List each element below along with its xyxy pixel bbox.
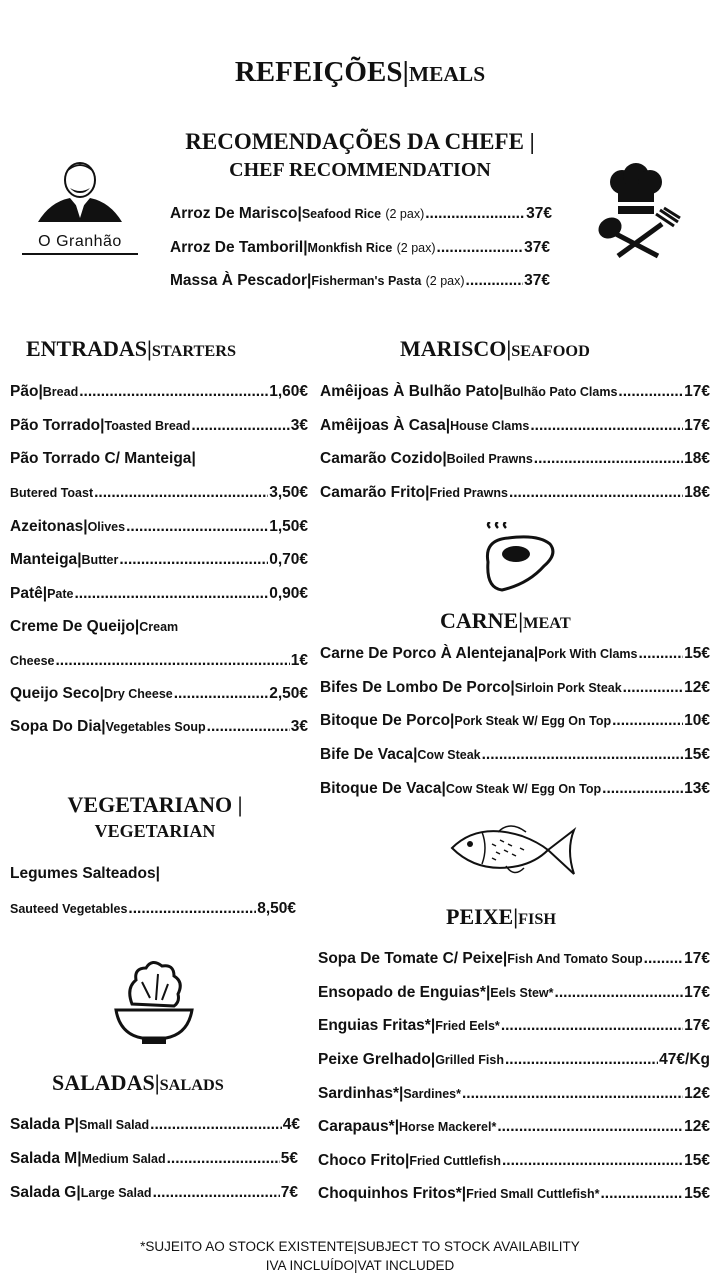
item-name: Salada P: [10, 1116, 75, 1133]
item-price: 17€: [684, 1017, 710, 1034]
item-english: Cream: [139, 620, 179, 634]
chef-logo-icon: [20, 158, 140, 230]
menu-item: Amêijoas À Bulhão Pato | Bulhão Pato Clams ..... 17€: [320, 383, 710, 405]
title-sep: |: [402, 56, 409, 88]
item-english: Eels Stew*: [490, 986, 554, 1000]
item-price: 47€/Kg: [659, 1051, 710, 1068]
item-price: 12€: [684, 1085, 710, 1102]
item-price: 37€: [524, 272, 550, 289]
menu-item: Queijo Seco | Dry Cheese ..... 2,50€: [10, 685, 308, 707]
menu-item-continuation: [10, 900, 296, 922]
item-name: Ensopado de Enguias*: [318, 984, 486, 1001]
item-name: Camarão Cozido: [320, 450, 443, 467]
menu-item-continuation: [10, 652, 308, 674]
section-title-main: PEIXE: [446, 904, 514, 929]
chef-hat-utensils-icon: [590, 162, 682, 265]
item-name: Enguias Fritas*: [318, 1017, 431, 1034]
section-title-meat: CARNE|MEAT: [440, 608, 571, 633]
item-english: Pork With Clams: [538, 647, 638, 661]
item-name: Carne De Porco À Alentejana: [320, 645, 534, 662]
item-name: Massa À Pescador: [170, 272, 307, 289]
section-title-seafood: MARISCO|SEAFOOD: [400, 336, 590, 361]
menu-item: Salada M | Medium Salad ..... 5€: [10, 1150, 298, 1172]
item-english: Boiled Prawns: [446, 452, 533, 466]
item-english: Grilled Fish: [435, 1053, 504, 1067]
item-price: 15€: [684, 746, 710, 763]
salad-bowl-icon: [112, 958, 196, 1051]
item-price: 13€: [684, 780, 710, 797]
item-english: Small Salad: [78, 1118, 150, 1132]
item-english: Fish And Tomato Soup: [507, 952, 643, 966]
section-title-salads: SALADAS|SALADS: [52, 1070, 224, 1095]
item-name: Bitoque De Porco: [320, 712, 451, 729]
item-name: Bitoque De Vaca: [320, 780, 442, 797]
item-price: 1€: [290, 652, 308, 669]
section-title-main: CARNE: [440, 608, 519, 633]
item-name: Bife De Vaca: [320, 746, 414, 763]
item-name: Amêijoas À Casa: [320, 417, 446, 434]
item-price: 15€: [684, 645, 710, 662]
item-name: Azeitonas: [10, 518, 84, 535]
item-english: Large Salad: [80, 1186, 152, 1200]
item-english: Cow Steak W/ Egg On Top: [445, 782, 602, 796]
item-price: 37€: [526, 205, 552, 222]
item-name: Sopa Do Dia: [10, 718, 102, 735]
item-english: Pork Steak W/ Egg On Top: [454, 714, 612, 728]
item-english: Fried Prawns: [429, 486, 508, 500]
menu-item: Salada G | Large Salad ..... 7€: [10, 1184, 298, 1206]
menu-item: Enguias Fritas* | Fried Eels* ..... 17€: [318, 1017, 710, 1039]
item-price: 2,50€: [269, 685, 308, 702]
item-name: Choco Frito: [318, 1152, 405, 1169]
item-price: 12€: [684, 1118, 710, 1135]
menu-item: Amêijoas À Casa | House Clams ..... 17€: [320, 417, 710, 439]
menu-item: Sardinhas* | Sardines* ..... 12€: [318, 1085, 710, 1107]
item-name: Salada G: [10, 1184, 77, 1201]
footer-note: [0, 1237, 720, 1275]
logo-text: O Granhão: [38, 233, 122, 250]
section-title-sub: VEGETARIAN: [94, 821, 216, 841]
steak-icon: [478, 522, 558, 599]
item-name: Creme De Queijo: [10, 618, 135, 635]
item-english: Monkfish Rice: [307, 241, 393, 255]
item-price: 4€: [282, 1116, 300, 1133]
item-price: 17€: [684, 984, 710, 1001]
item-english: Medium Salad: [81, 1152, 166, 1166]
item-name: Camarão Frito: [320, 484, 426, 501]
menu-item: Camarão Frito | Fried Prawns ..... 18€: [320, 484, 710, 506]
page-title: [0, 56, 720, 89]
item-english: Cheese: [10, 654, 55, 668]
menu-item: Ensopado de Enguias* | Eels Stew* ..... 17€: [318, 984, 710, 1006]
item-name: Arroz De Tamboril: [170, 239, 304, 256]
item-price: 10€: [684, 712, 710, 729]
item-english: Olives: [87, 520, 126, 534]
item-name: Amêijoas À Bulhão Pato: [320, 383, 500, 400]
chef-recommendation-heading: [150, 128, 570, 184]
menu-item: Creme De Queijo | Cream: [10, 618, 179, 635]
menu-item: Patê | Pate ..... 0,90€: [10, 585, 308, 607]
menu-item: Pão | Bread ..... 1,60€: [10, 383, 308, 405]
item-name: Arroz De Marisco: [170, 205, 298, 222]
item-name: Patê: [10, 585, 43, 602]
section-title-fish: PEIXE|FISH: [446, 904, 557, 929]
chef-heading-line2: CHEF RECOMMENDATION: [229, 159, 491, 181]
chef-heading-line1: RECOMENDAÇÕES DA CHEFE |: [185, 129, 535, 154]
section-title-main: MARISCO: [400, 336, 507, 361]
section-title-vegetarian: [20, 792, 290, 844]
item-english: Dry Cheese: [103, 687, 173, 701]
item-pax: (2 pax): [385, 207, 425, 221]
item-english: Sardines*: [403, 1087, 461, 1101]
menu-item-continuation: [10, 484, 308, 506]
item-english: Butter: [81, 553, 119, 567]
menu-item: Bitoque De Vaca | Cow Steak W/ Egg On Top ..... 13€: [320, 780, 710, 802]
menu-item: Bifes De Lombo De Porco | Sirloin Pork Steak ..... 12€: [320, 679, 710, 701]
section-title-main: VEGETARIANO |: [67, 792, 243, 817]
item-name: Queijo Seco: [10, 685, 100, 702]
item-name: Bifes De Lombo De Porco: [320, 679, 511, 696]
item-english: Sirloin Pork Steak: [514, 681, 622, 695]
menu-item: Bitoque De Porco | Pork Steak W/ Egg On Top ..... 10€: [320, 712, 710, 734]
item-english: Pate: [47, 587, 74, 601]
menu-item: Camarão Cozido | Boiled Prawns ..... 18€: [320, 450, 710, 472]
item-name: Pão: [10, 383, 39, 400]
item-english: Fried Small Cuttlefish*: [466, 1187, 600, 1201]
menu-item: Choco Frito | Fried Cuttlefish ..... 15€: [318, 1152, 710, 1174]
item-price: 15€: [684, 1152, 710, 1169]
menu-item: Arroz De Marisco | Seafood Rice (2 pax) ..... 37€: [170, 205, 552, 227]
item-name: Carapaus*: [318, 1118, 395, 1135]
section-title-sub: MEAT: [523, 613, 571, 632]
item-price: 18€: [684, 450, 710, 467]
item-price: 3€: [290, 417, 308, 434]
logo-underline: [22, 253, 138, 255]
item-english: Sauteed Vegetables: [10, 902, 128, 916]
menu-item: Azeitonas | Olives ..... 1,50€: [10, 518, 308, 540]
item-name: Peixe Grelhado: [318, 1051, 431, 1068]
item-price: 17€: [684, 417, 710, 434]
menu-item: Arroz De Tamboril | Monkfish Rice (2 pax) ..... 37€: [170, 239, 550, 261]
item-english: Fried Cuttlefish: [409, 1154, 501, 1168]
item-price: 3€: [290, 718, 308, 735]
item-price: 1,50€: [269, 518, 308, 535]
item-price: 37€: [524, 239, 550, 256]
item-english: Bulhão Pato Clams: [503, 385, 618, 399]
section-title-main: SALADAS: [52, 1070, 155, 1095]
item-price: 5€: [280, 1150, 298, 1167]
item-english: House Clams: [450, 419, 530, 433]
item-english: Toasted Bread: [104, 419, 191, 433]
section-title-starters: ENTRADAS|STARTERS: [26, 336, 236, 361]
item-price: 3,50€: [269, 484, 308, 501]
item-price: 17€: [684, 383, 710, 400]
section-title-sub: SEAFOOD: [511, 341, 590, 360]
menu-item: Carapaus* | Horse Mackerel* ..... 12€: [318, 1118, 710, 1140]
item-english: Seafood Rice: [301, 207, 382, 221]
item-price: 18€: [684, 484, 710, 501]
item-price: 17€: [684, 950, 710, 967]
menu-item: Choquinhos Fritos* | Fried Small Cuttlefish* ..... 15€: [318, 1185, 710, 1207]
item-english: Butered Toast: [10, 486, 94, 500]
menu-item: Salada P | Small Salad ..... 4€: [10, 1116, 300, 1138]
title-sub: MEALS: [408, 62, 486, 86]
item-price: 8,50€: [257, 900, 296, 917]
item-name: Legumes Salteados: [10, 865, 156, 882]
menu-item: Legumes Salteados |: [10, 865, 160, 882]
item-english: Horse Mackerel*: [399, 1120, 497, 1134]
menu-item: Pão Torrado C/ Manteiga |: [10, 450, 196, 467]
item-name: Sopa De Tomate C/ Peixe: [318, 950, 503, 967]
item-pax: (2 pax): [425, 274, 465, 288]
menu-item: Pão Torrado | Toasted Bread ..... 3€: [10, 417, 308, 439]
item-price: 1,60€: [269, 383, 308, 400]
item-price: 15€: [684, 1185, 710, 1202]
footer-stock-note: *SUJEITO AO STOCK EXISTENTE|SUBJECT TO STOCK AVAILABILITY: [140, 1239, 580, 1254]
item-name: Manteiga: [10, 551, 78, 568]
section-title-sub: SALADS: [159, 1075, 224, 1094]
item-name: Sardinhas*: [318, 1085, 399, 1102]
footer-vat-note: IVA INCLUÍDO|VAT INCLUDED: [265, 1258, 455, 1273]
item-name: Pão Torrado: [10, 417, 101, 434]
item-name: Salada M: [10, 1150, 78, 1167]
item-english: Vegetables Soup: [105, 720, 206, 734]
restaurant-logo: [20, 158, 140, 250]
section-title-sub: FISH: [518, 909, 557, 928]
item-price: 7€: [280, 1184, 298, 1201]
item-english: Cow Steak: [417, 748, 481, 762]
menu-item: Sopa De Tomate C/ Peixe | Fish And Tomato Soup ..... 17€: [318, 950, 710, 972]
item-english: Bread: [42, 385, 79, 399]
section-title-main: ENTRADAS: [26, 336, 148, 361]
item-english: Fried Eels*: [435, 1019, 500, 1033]
menu-item: Peixe Grelhado | Grilled Fish ..... 47€/Kg: [318, 1051, 710, 1073]
fish-icon: [448, 818, 578, 887]
item-price: 12€: [684, 679, 710, 696]
item-english: Fisherman's Pasta: [311, 274, 422, 288]
item-name: Pão Torrado C/ Manteiga: [10, 450, 192, 467]
section-title-sub: STARTERS: [151, 341, 236, 360]
menu-item: Bife De Vaca | Cow Steak ..... 15€: [320, 746, 710, 768]
title-main: REFEIÇÕES: [234, 56, 403, 88]
menu-item: Manteiga | Butter ..... 0,70€: [10, 551, 308, 573]
item-price: 0,70€: [269, 551, 308, 568]
item-price: 0,90€: [269, 585, 308, 602]
menu-item: Massa À Pescador | Fisherman's Pasta (2 pax) ..... 37€: [170, 272, 550, 294]
menu-item: Carne De Porco À Alentejana | Pork With Clams ..... 15€: [320, 645, 710, 667]
item-name: Choquinhos Fritos*: [318, 1185, 462, 1202]
menu-item: Sopa Do Dia | Vegetables Soup ..... 3€: [10, 718, 308, 740]
item-pax: (2 pax): [396, 241, 436, 255]
